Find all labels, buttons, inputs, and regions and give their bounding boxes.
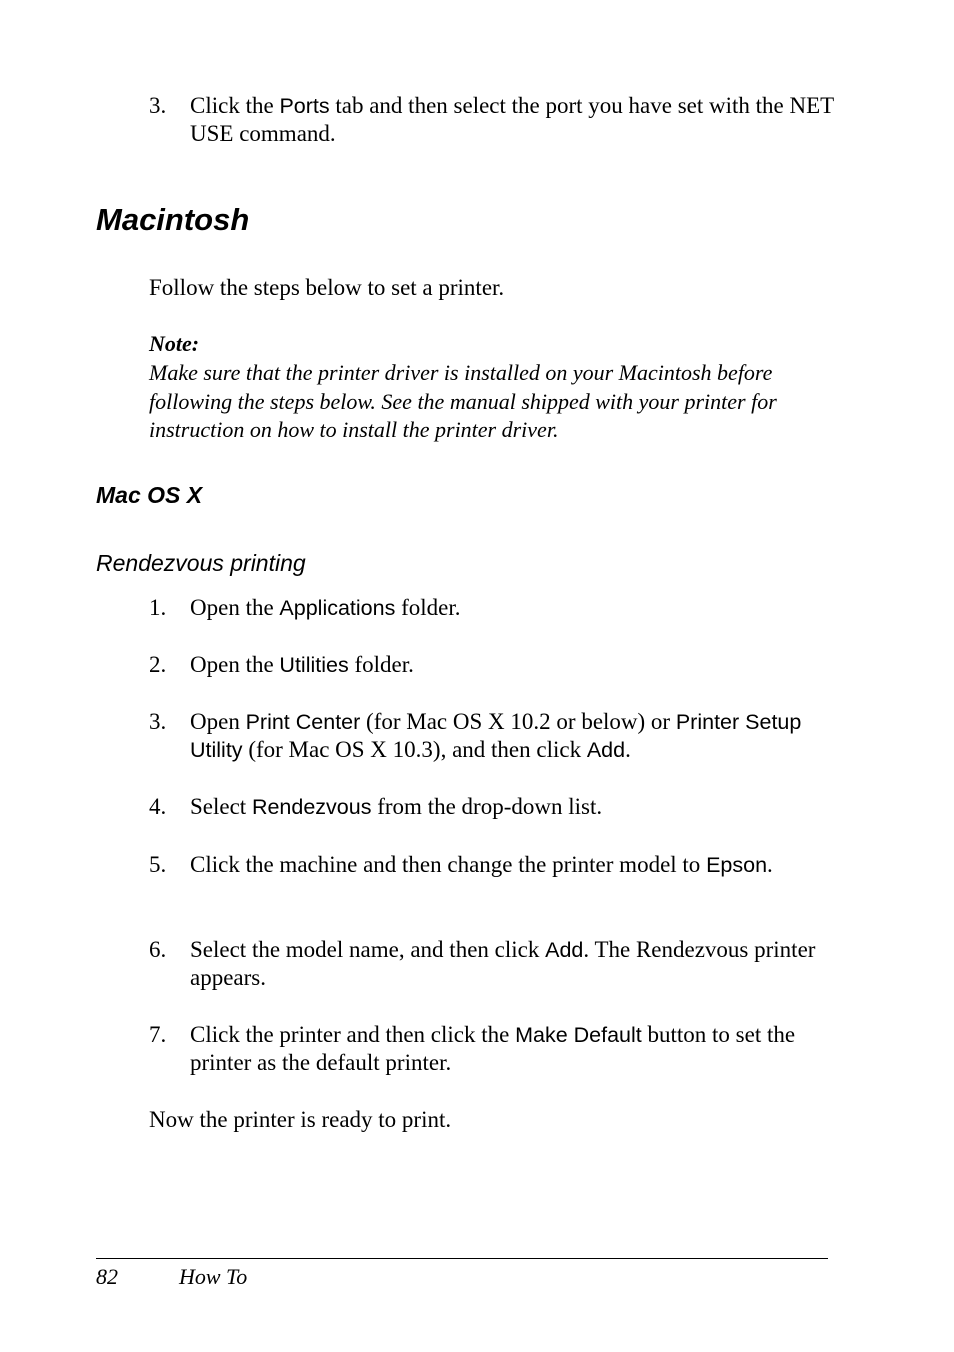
ui-term-ports: Ports [279,94,330,118]
step-number: 1. [149,595,167,620]
ui-term-epson: Epson [706,853,768,877]
step-text: Select Rendezvous from the drop-down list. [190,794,603,819]
subsection-title: Mac OS X [96,482,203,508]
step-text: Open the Applications folder. [190,595,461,620]
step-number: 7. [149,1022,167,1047]
subsection-subtitle: Rendezvous printing [96,550,306,576]
ui-term-printer-setup-utility: Printer Setup Utility [190,710,802,762]
step-number: 3. [149,93,167,118]
section-title: Macintosh [96,202,250,237]
closing-paragraph: Now the printer is ready to print. [149,1107,452,1132]
step-number: 2. [149,652,167,677]
running-footer-title: How To [179,1264,248,1289]
step-text: Select the model name, and then click Add. The Rendezvous printer appears. [190,937,816,990]
step-text: Open Print Center (for Mac OS X 10.2 or below) or Printer Setup Utility (for Mac OS X 10.3), and then click Add. [190,709,802,762]
step-text: Open the Utilities folder. [190,652,414,677]
step-text: Click the printer and then click the Make Default button to set the printer as the default printer. [190,1022,796,1075]
ui-term-print-center: Print Center [245,710,361,734]
step-number: 5. [149,852,167,877]
step-number: 6. [149,937,167,962]
ui-term-applications: Applications [279,596,396,620]
step-text: Click the machine and then change the printer model to Epson. [190,852,773,877]
intro-paragraph: Follow the steps below to set a printer. [149,275,505,300]
footer-divider [96,1258,828,1259]
step-number: 3. [149,709,167,734]
ui-term-make-default: Make Default [515,1023,642,1047]
note-label: Note: [149,331,200,356]
ui-term-utilities: Utilities [279,653,349,677]
step-number: 4. [149,794,167,819]
ui-term-rendezvous: Rendezvous [251,795,372,819]
step-text: Click the Ports tab and then select the port you have set with the NET USE command. [190,93,834,146]
page-number: 82 [96,1264,118,1289]
note-text: Make sure that the printer driver is installed on your Macintosh before following the steps below. See the manual shipped with your printer for instruction on how to install the printer driver. [149,360,777,442]
ui-term-add: Add [545,938,584,962]
ui-term-add: Add [586,738,626,762]
